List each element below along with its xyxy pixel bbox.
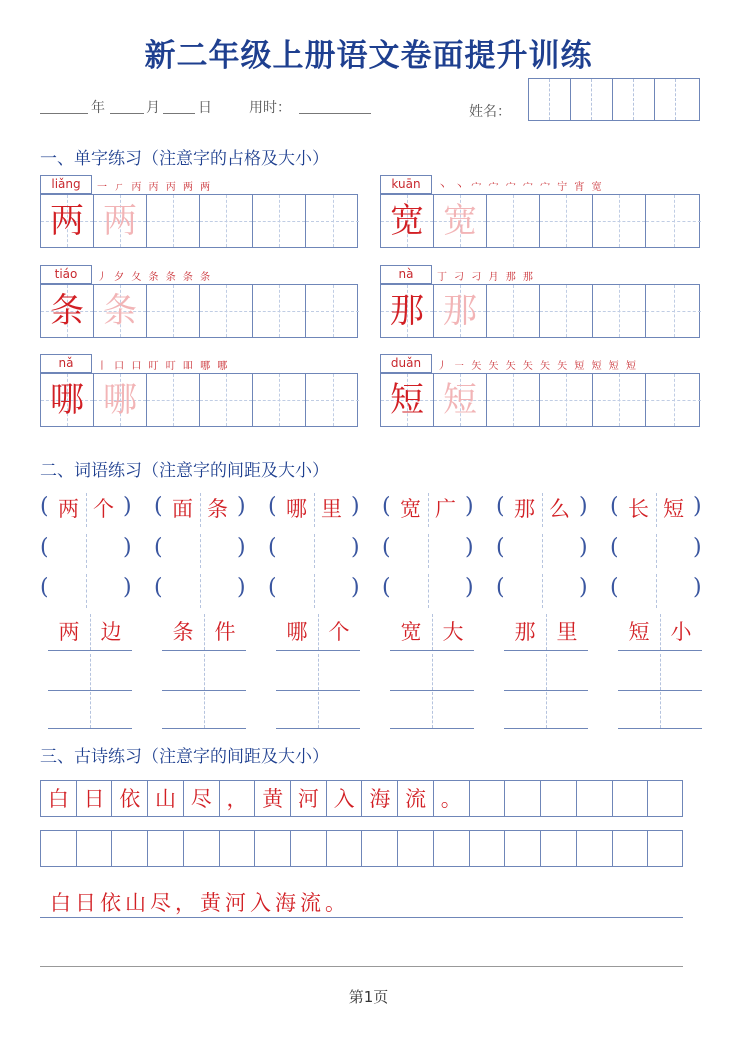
- day-blank[interactable]: [163, 97, 195, 114]
- paren-close: ): [123, 494, 132, 519]
- word-cell[interactable]: [621, 572, 691, 610]
- word-line-cell[interactable]: [162, 614, 246, 651]
- poem-cell: [398, 831, 434, 866]
- word-char: 两: [58, 620, 80, 644]
- word-char: 面: [172, 497, 193, 521]
- word-char: 里: [321, 497, 342, 521]
- poem-cell: [613, 781, 649, 816]
- paren-close: ): [579, 575, 588, 600]
- paren-open: (: [496, 575, 505, 600]
- word-line-cell[interactable]: [276, 654, 360, 691]
- poem-cell: [577, 781, 613, 816]
- poem-cell: [541, 781, 577, 816]
- time-blank[interactable]: [299, 97, 371, 114]
- section-2-title: 二、词语练习（注意字的间距及大小）: [40, 461, 329, 481]
- trace-char: 条: [103, 291, 137, 331]
- paren-close: ): [123, 575, 132, 600]
- word-cell[interactable]: [51, 491, 121, 529]
- poem-cell: [505, 831, 541, 866]
- poem-cell: [541, 831, 577, 866]
- stroke-order: 丿 夕 夂 条 条 条 条: [97, 272, 213, 283]
- pinyin-label: duǎn: [380, 354, 432, 373]
- char-practice-grid[interactable]: [40, 284, 358, 338]
- paren-open: (: [382, 494, 391, 519]
- poem-cell: [184, 831, 220, 866]
- word-cell[interactable]: [165, 491, 235, 529]
- word-char: 条: [207, 497, 228, 521]
- word-cell[interactable]: [51, 572, 121, 610]
- poem-cell: 。: [434, 781, 470, 816]
- word-char: 短: [663, 497, 684, 521]
- word-line-cell[interactable]: [48, 692, 132, 729]
- name-box[interactable]: [528, 78, 700, 121]
- word-line-cell[interactable]: [618, 614, 702, 651]
- word-cell[interactable]: [279, 491, 349, 529]
- paren-open: (: [496, 535, 505, 560]
- year-label: 年: [91, 100, 105, 116]
- poem-cell: [41, 831, 77, 866]
- paren-close: ): [237, 494, 246, 519]
- paren-close: ): [351, 535, 360, 560]
- poem-cell: 海: [363, 781, 399, 816]
- word-char: 边: [100, 620, 122, 644]
- year-blank[interactable]: [40, 97, 88, 114]
- word-line-cell[interactable]: [276, 692, 360, 729]
- trace-char: 宽: [443, 201, 477, 241]
- word-cell[interactable]: [165, 572, 235, 610]
- footer-divider: [40, 966, 683, 967]
- paren-close: ): [465, 494, 474, 519]
- char-practice-grid[interactable]: [380, 284, 700, 338]
- word-char: 大: [442, 620, 464, 644]
- word-char: 宽: [400, 620, 422, 644]
- word-cell[interactable]: [279, 572, 349, 610]
- poem-write-line[interactable]: [40, 917, 683, 918]
- word-char: 条: [172, 620, 194, 644]
- poem-line-text: 白日依山尽，黄河入海流。: [50, 891, 350, 915]
- poem-cell: 日: [77, 781, 113, 816]
- word-cell[interactable]: [165, 532, 235, 570]
- word-line-cell[interactable]: [390, 654, 474, 691]
- poem-cell: 尽: [184, 781, 220, 816]
- paren-close: ): [579, 494, 588, 519]
- paren-open: (: [40, 494, 49, 519]
- poem-cell: [613, 831, 649, 866]
- poem-cell: 入: [327, 781, 363, 816]
- word-cell[interactable]: [393, 532, 463, 570]
- stroke-order: 丿 ㇐ 矢 矢 矢 矢 矢 矢 短 短 短 短: [437, 361, 638, 372]
- poem-cell: 山: [148, 781, 184, 816]
- paren-open: (: [40, 575, 49, 600]
- word-cell[interactable]: [621, 491, 691, 529]
- name-label: 姓名：: [469, 104, 511, 120]
- word-char: 宽: [400, 497, 421, 521]
- trace-char: 哪: [103, 380, 137, 420]
- word-char: 个: [93, 497, 114, 521]
- word-line-cell[interactable]: [48, 614, 132, 651]
- trace-char: 两: [103, 201, 137, 241]
- word-char: 长: [628, 497, 649, 521]
- char-practice-grid[interactable]: [380, 194, 700, 248]
- word-char: 小: [670, 620, 692, 644]
- poem-cell: 依: [112, 781, 148, 816]
- poem-cell: [505, 781, 541, 816]
- word-line-cell[interactable]: [504, 614, 588, 651]
- word-line-cell[interactable]: [390, 614, 474, 651]
- page-title: 新二年级上册语文卷面提升训练: [144, 38, 593, 74]
- pinyin-label: kuān: [380, 175, 432, 194]
- poem-cell: [470, 781, 506, 816]
- paren-open: (: [154, 494, 163, 519]
- paren-close: ): [351, 575, 360, 600]
- word-char: 广: [435, 497, 456, 521]
- poem-cell: [470, 831, 506, 866]
- paren-open: (: [610, 575, 619, 600]
- paren-open: (: [268, 575, 277, 600]
- word-line-cell[interactable]: [618, 692, 702, 729]
- model-char: 两: [50, 201, 84, 241]
- paren-open: (: [496, 494, 505, 519]
- pinyin-label: liǎng: [40, 175, 92, 194]
- stroke-order: 丶 丶 宀 宀 宀 宀 宀 宁 宵 宽: [437, 182, 604, 193]
- paren-open: (: [268, 535, 277, 560]
- poem-cell: [434, 831, 470, 866]
- time-label: 用时：: [249, 100, 291, 116]
- paren-close: ): [465, 535, 474, 560]
- poem-cell: ，: [220, 781, 256, 816]
- poem-cell: 白: [41, 781, 77, 816]
- word-line-cell[interactable]: [618, 654, 702, 691]
- word-line-cell[interactable]: [162, 692, 246, 729]
- day-label: 日: [198, 100, 212, 116]
- word-cell[interactable]: [507, 572, 577, 610]
- paren-close: ): [579, 535, 588, 560]
- word-char: 那: [514, 497, 535, 521]
- poem-cell: [648, 781, 684, 816]
- word-cell[interactable]: [279, 532, 349, 570]
- char-practice-grid[interactable]: [40, 373, 358, 427]
- word-cell[interactable]: [51, 532, 121, 570]
- page-number: 第1页: [348, 988, 389, 1006]
- poem-grid-blank[interactable]: [40, 830, 683, 867]
- char-practice-grid[interactable]: [40, 194, 358, 248]
- poem-cell: [648, 831, 684, 866]
- section-1-title: 一、单字练习（注意字的占格及大小）: [40, 149, 329, 169]
- word-char: 哪: [286, 620, 308, 644]
- poem-cell: [255, 831, 291, 866]
- poem-cell: [148, 831, 184, 866]
- paren-open: (: [154, 535, 163, 560]
- poem-cell: 河: [291, 781, 327, 816]
- paren-close: ): [237, 575, 246, 600]
- trace-char: 那: [443, 291, 477, 331]
- paren-open: (: [382, 535, 391, 560]
- poem-cell: 流: [398, 781, 434, 816]
- word-cell[interactable]: [507, 491, 577, 529]
- poem-cell: [77, 831, 113, 866]
- trace-char: 短: [443, 380, 477, 420]
- word-line-cell[interactable]: [504, 692, 588, 729]
- paren-close: ): [465, 575, 474, 600]
- paren-close: ): [351, 494, 360, 519]
- model-char: 条: [50, 291, 84, 331]
- word-char: 里: [556, 620, 578, 644]
- word-line-cell[interactable]: [390, 692, 474, 729]
- word-cell[interactable]: [393, 491, 463, 529]
- paren-close: ): [237, 535, 246, 560]
- word-char: 个: [328, 620, 350, 644]
- paren-open: (: [154, 575, 163, 600]
- word-line-cell[interactable]: [504, 654, 588, 691]
- pinyin-label: nà: [380, 265, 432, 284]
- pinyin-label: nǎ: [40, 354, 92, 373]
- word-char: 件: [214, 620, 236, 644]
- paren-open: (: [40, 535, 49, 560]
- model-char: 哪: [50, 380, 84, 420]
- month-blank[interactable]: [110, 97, 144, 114]
- poem-cell: [327, 831, 363, 866]
- poem-cell: [577, 831, 613, 866]
- section-3-title: 三、古诗练习（注意字的间距及大小）: [40, 747, 329, 767]
- stroke-order: 丨 口 口 叮 叮 吅 哪 哪: [97, 361, 230, 372]
- pinyin-label: tiáo: [40, 265, 92, 284]
- model-char: 宽: [390, 201, 424, 241]
- paren-open: (: [382, 575, 391, 600]
- poem-cell: 黄: [255, 781, 291, 816]
- paren-close: ): [123, 535, 132, 560]
- model-char: 短: [390, 380, 424, 420]
- word-char: 两: [58, 497, 79, 521]
- paren-open: (: [610, 494, 619, 519]
- paren-close: ): [693, 535, 702, 560]
- word-line-cell[interactable]: [276, 614, 360, 651]
- month-label: 月: [146, 100, 160, 116]
- poem-cell: [112, 831, 148, 866]
- paren-open: (: [610, 535, 619, 560]
- poem-cell: [363, 831, 399, 866]
- word-cell[interactable]: [393, 572, 463, 610]
- word-line-cell[interactable]: [162, 654, 246, 691]
- poem-cell: [220, 831, 256, 866]
- poem-grid-model[interactable]: [40, 780, 683, 817]
- word-char: 么: [549, 497, 570, 521]
- paren-close: ): [693, 575, 702, 600]
- word-line-cell[interactable]: [48, 654, 132, 691]
- poem-cell: [291, 831, 327, 866]
- stroke-order: 丁 刁 刁 月 那 那: [437, 272, 535, 283]
- word-char: 哪: [286, 497, 307, 521]
- char-practice-grid[interactable]: [380, 373, 700, 427]
- word-cell[interactable]: [621, 532, 691, 570]
- word-char: 那: [514, 620, 536, 644]
- word-cell[interactable]: [507, 532, 577, 570]
- paren-open: (: [268, 494, 277, 519]
- paren-close: ): [693, 494, 702, 519]
- word-char: 短: [628, 620, 650, 644]
- model-char: 那: [390, 291, 424, 331]
- stroke-order: 一 ㄏ 丙 丙 丙 两 两: [97, 182, 213, 193]
